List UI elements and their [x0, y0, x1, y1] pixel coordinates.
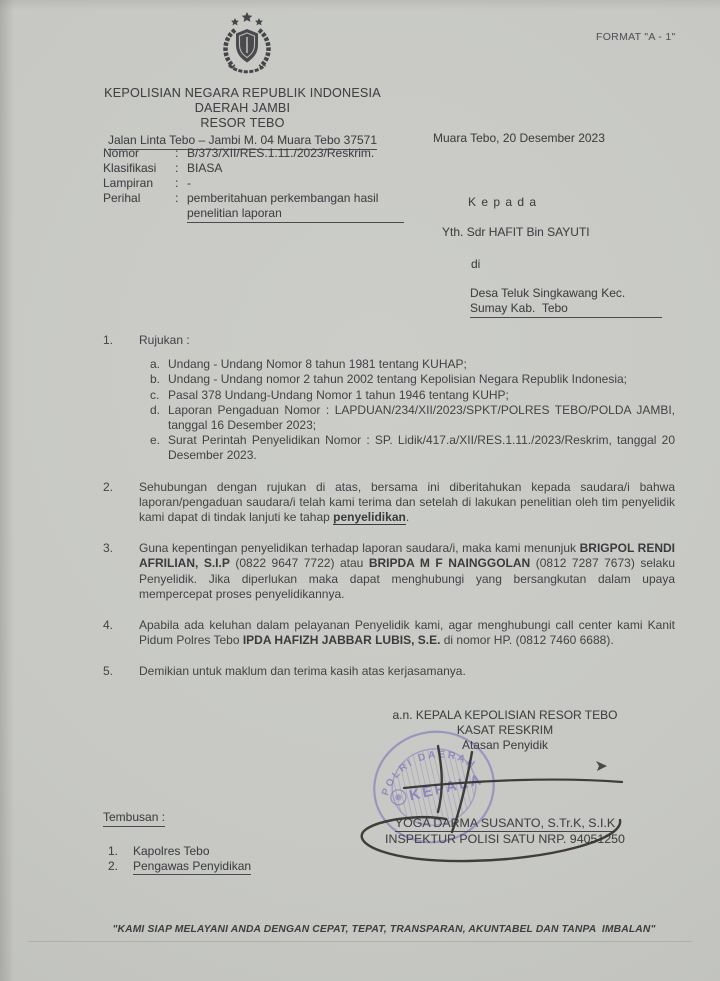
klasifikasi-value: BIASA — [187, 161, 223, 175]
meta-row-lampiran — [103, 176, 433, 191]
ref-item-e — [139, 433, 675, 463]
officer-name-bold: BRIGPOL RENDI AFRILIAN, S.I.P — [139, 541, 676, 571]
colon: : — [175, 161, 179, 175]
ref-item-a — [139, 357, 675, 372]
item-number: 2. — [103, 479, 114, 494]
nomor-value: B/373/XII/RES.1.11./2023/Reskrim. — [187, 146, 375, 160]
recipient-address-line1: Desa Teluk Singkawang Kec. — [470, 286, 626, 300]
pen-arrow-mark — [596, 761, 607, 771]
org-name-line1: KEPOLISIAN NEGARA REPUBLIK INDONESIA — [104, 86, 381, 100]
lampiran-label: Lampiran — [103, 176, 154, 190]
item-number: 3. — [103, 541, 114, 556]
perihal-label: Perihal — [103, 191, 141, 205]
item-5-paragraph: Demikian untuk maklum dan terima kasih atas kerjasamanya. — [139, 664, 466, 679]
kepada-label: K e p a d a — [468, 195, 538, 209]
letter-meta — [103, 146, 433, 223]
ref-item-c — [139, 388, 675, 403]
penyelidikan-emphasis: penyelidikan — [333, 510, 406, 525]
tembusan-text: Pengawas Penyidikan — [133, 859, 252, 873]
tembusan-item-1 — [103, 844, 251, 859]
emblem-stars — [231, 12, 263, 25]
ref-letter: c. — [150, 387, 160, 402]
ref-letter: b. — [150, 372, 161, 387]
tembusan-item-2 — [103, 859, 251, 875]
rujukan-title: Rujukan : — [139, 333, 190, 347]
officer-name-bold: IPDA HAFIZH JABBAR LUBIS, S.E. — [242, 633, 441, 648]
polri-emblem-icon — [214, 10, 280, 80]
recipient-name-row — [442, 225, 664, 240]
tembusan-number: 2. — [108, 859, 119, 873]
meta-row-nomor — [103, 146, 433, 161]
scan-fold-line — [28, 941, 692, 942]
item-2-paragraph — [139, 480, 675, 526]
item-number: 5. — [103, 664, 114, 679]
signature-title-line: KASAT RESKRIM — [456, 723, 554, 737]
paragraph-text: Apabila ada keluhan dalam pelayanan Penyelidik kami, agar menghubungi call center kami Kanit Pidum Polres Tebo — [139, 618, 675, 648]
handwritten-signature — [348, 728, 648, 870]
ref-item-b — [139, 372, 675, 387]
ref-text: Surat Perintah Penyelidikan Nomor : SP. Lidik/417.a/XII/RES.1.11./2023/Reskrim, tanggal 20 Desember 2023. — [168, 433, 675, 463]
meta-row-klasifikasi — [103, 161, 433, 176]
signer-rank-nrp: INSPEKTUR POLISI SATU NRP. 94051250 — [385, 832, 625, 846]
body-item-5 — [103, 664, 675, 679]
signer-name: YOGA DARMA SUSANTO, S.Tr.K, S.I.K — [394, 816, 616, 830]
perihal-value-line2: penelitian laporan — [187, 206, 404, 223]
recipient-block — [442, 195, 664, 318]
body-item-3 — [103, 541, 675, 602]
lampiran-value: - — [187, 176, 191, 190]
footer-motto: "KAMI SIAP MELAYANI ANDA DENGAN CEPAT, TEPAT, TRANSPARAN, AKUNTABEL DAN TANPA IMBALAN" — [112, 924, 656, 935]
meta-row-perihal — [103, 191, 433, 223]
tembusan-block — [103, 810, 251, 875]
item-number: 1. — [103, 333, 114, 347]
di-label: di — [471, 257, 481, 271]
ref-text: Undang - Undang nomor 2 tahun 2002 tentang Kepolisian Negara Republik Indonesia; — [168, 372, 627, 387]
tembusan-title: Tembusan : — [103, 810, 165, 827]
tembusan-text: Kapolres Tebo — [133, 844, 210, 858]
paragraph-text: . — [405, 510, 410, 525]
org-name-line2: DAERAH JAMBI — [194, 101, 291, 115]
body-item-1 — [103, 333, 675, 464]
place-date: Muara Tebo, 20 Desember 2023 — [433, 131, 605, 145]
colon: : — [175, 176, 179, 190]
yth-prefix: Yth. — [442, 225, 464, 239]
letter-body — [103, 333, 675, 696]
item-4-paragraph — [139, 618, 675, 648]
format-label: FORMAT "A - 1" — [596, 31, 676, 43]
ref-text: Laporan Pengaduan Nomor : LAPDUAN/234/XII/2023/SPKT/POLRES TEBO/POLDA JAMBI, tanggal 16 Desember 2023; — [168, 402, 675, 433]
ref-text: Undang - Undang Nomor 8 tahun 1981 tentang KUHAP; — [168, 357, 467, 372]
ref-text: Pasal 378 Undang-Undang Nomor 1 tahun 1946 tentang KUHP; — [168, 387, 509, 402]
officer-name-bold: BRIPDA M F NAINGGOLAN — [368, 556, 531, 571]
body-item-2 — [103, 480, 675, 526]
perihal-value-line1: pemberitahuan perkembangan hasil — [187, 191, 379, 205]
colon: : — [175, 191, 179, 205]
letterhead — [60, 86, 425, 150]
emblem-shield — [236, 29, 258, 63]
nomor-label: Nomor — [103, 146, 140, 160]
tembusan-list — [103, 844, 251, 875]
recipient-address — [470, 286, 664, 318]
item-number: 4. — [103, 618, 114, 633]
paragraph-text: (0822 9647 7722) atau — [229, 556, 369, 571]
ref-letter: e. — [150, 433, 161, 448]
stamp-arc-text: POLRI DAERAH — [380, 749, 479, 798]
org-name-line3: RESOR TEBO — [200, 116, 285, 130]
ref-item-d — [139, 403, 675, 433]
org-address: Jalan Linta Tebo – Jambi M. 04 Muara Tebo 37571 — [108, 133, 377, 150]
recipient-name: Sdr HAFIT Bin SAYUTI — [466, 225, 590, 239]
paragraph-text: Guna kepentingan penyelidikan terhadap laporan saudara/i, maka kami menunjuk — [139, 541, 580, 556]
paragraph-text: di nomor HP. (0812 7460 6688). — [440, 633, 614, 648]
stamp-center-text: KEPALA — [407, 770, 485, 805]
tembusan-number: 1. — [108, 844, 119, 858]
paragraph-text: Sehubungan dengan rujukan di atas, bersama ini diberitahukan kepada saudara/i bahwa laporan/pengaduan saudara/i telah kami terima dan setelah di lakukan penelitian oleh tim penyelidik kami dapat di tindak lanjuti ke tahap — [139, 479, 675, 525]
ref-letter: d. — [150, 402, 161, 417]
colon: : — [175, 146, 179, 160]
recipient-address-line2: Sumay Kab. Tebo — [470, 301, 662, 318]
paragraph-text: (0812 7287 7673) selaku Penyelidik. Jika diperlukan maka dapat menghubungi yang bersangkutan dalam upaya mempercepat proses penyelidikannya. — [139, 556, 676, 601]
ref-letter: a. — [150, 357, 161, 372]
item-3-paragraph — [139, 541, 675, 602]
signature-subtitle-line: Atasan Penyidik — [461, 738, 549, 752]
signature-an-line: a.n. KEPALA KEPOLISIAN RESOR TEBO — [392, 708, 618, 722]
klasifikasi-label: Klasifikasi — [103, 161, 157, 175]
body-item-4 — [103, 618, 675, 648]
